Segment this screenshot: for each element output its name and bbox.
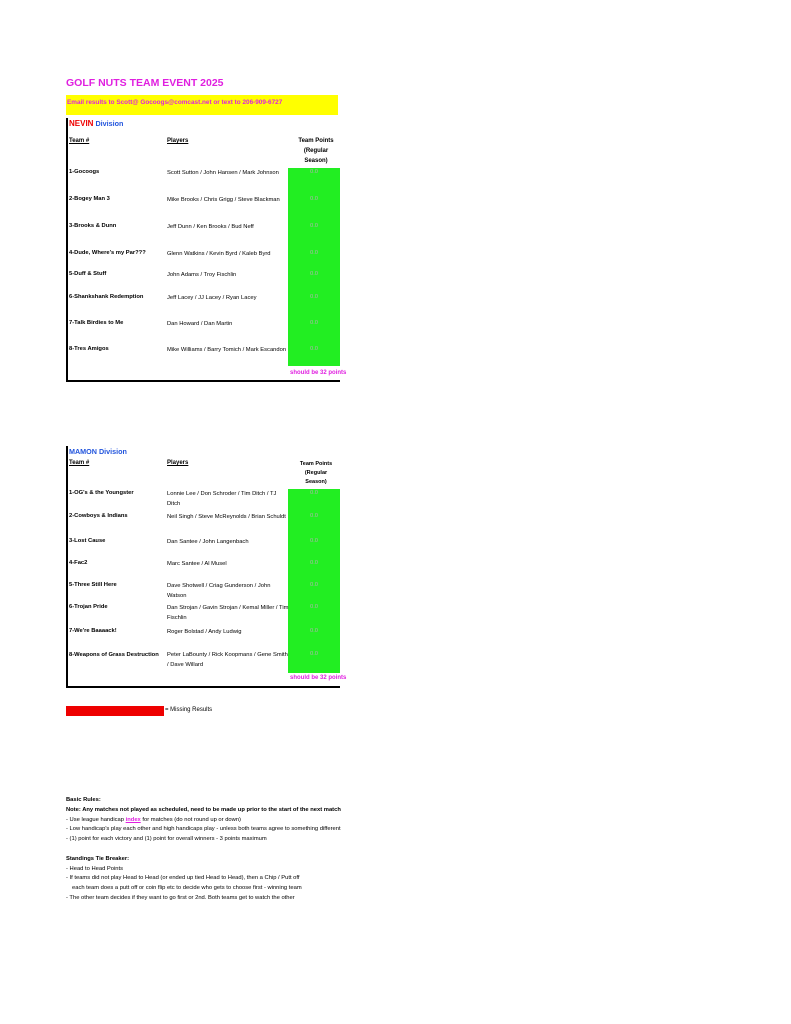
- team-players: John Adams / Troy Fischlin: [167, 272, 237, 278]
- team-players: Roger Bolstad / Andy Ludwig: [167, 629, 242, 635]
- table-row: [68, 560, 340, 570]
- team-points[interactable]: 0.0: [309, 250, 319, 256]
- tie-breaker-item: - The other team decides if they want to go first or 2nd. Both teams get to watch the other: [66, 894, 295, 901]
- table-row: [68, 490, 340, 507]
- table-row: [68, 346, 340, 356]
- missing-results-swatch: [66, 706, 164, 716]
- rules-heading: Basic Rules:: [66, 797, 101, 803]
- nevin-division-table: [66, 118, 347, 382]
- rule-text: for matches (do not round up or down): [140, 816, 241, 823]
- points-header-line: (Regular: [303, 148, 329, 154]
- table-row: [68, 604, 340, 621]
- tie-breaker-item: each team does a putt off or coin flip etc to decide who gets to choose first - winning team: [72, 885, 302, 892]
- team-players: Dave Shotwell / Criag Gunderson / John Watson: [167, 583, 271, 599]
- team-points[interactable]: 0.0: [309, 582, 319, 588]
- team-name: 2-Cowboys & Indians: [69, 513, 128, 519]
- team-name: 1-OG's & the Youngster: [69, 490, 134, 496]
- team-points[interactable]: 0.0: [309, 169, 319, 175]
- table-row: [68, 250, 340, 260]
- team-name: 4-Dude, Where's my Par???: [69, 250, 146, 256]
- page-title: GOLF NUTS TEAM EVENT 2025: [66, 77, 224, 89]
- rule-text: - Use league handicap: [66, 816, 126, 823]
- table-row: [68, 223, 340, 233]
- table-row: [68, 294, 340, 304]
- tie-breaker-item: - If teams did not play Head to Head (or ended up tied Head to Head), then a Chip / Putt off: [66, 875, 300, 882]
- should-be-note: should be 32 points: [290, 675, 347, 681]
- team-points[interactable]: 0.0: [309, 294, 319, 300]
- points-header-line: Team Points: [299, 461, 333, 467]
- rule-item: - (1) point for each victory and (1) point for overall winners - 3 points maximum: [66, 836, 267, 843]
- team-points[interactable]: 0.0: [309, 346, 319, 352]
- table-row: [68, 538, 340, 548]
- spacer: [66, 845, 338, 855]
- players-column-header: Players: [167, 460, 189, 466]
- team-players: Dan Strojan / Gavin Strojan / Kemal Miller / Tim Fischlin: [167, 605, 289, 621]
- team-name: 8-Tres Amigos: [69, 346, 109, 352]
- team-players: Neil Singh / Steve McReynolds / Brian Schuldt: [167, 514, 286, 520]
- team-players: Peter LaBounty / Rick Koopmans / Gene Smith / Dave Willard: [167, 652, 288, 668]
- team-points[interactable]: 0.0: [309, 490, 319, 496]
- mamon-division-title: MAMON Division: [69, 447, 127, 456]
- points-column-header: [290, 460, 342, 487]
- team-players: Marc Santee / Al Musel: [167, 561, 227, 567]
- table-row: [68, 513, 340, 523]
- points-header-line: Season): [304, 158, 328, 164]
- points-header-line: Season): [305, 479, 327, 485]
- team-players: Mike Williams / Barry Tomich / Mark Escandon: [167, 347, 287, 353]
- mamon-division-table: [66, 446, 347, 688]
- team-players: Jeff Dunn / Ken Brooks / Bud Neff: [167, 224, 254, 230]
- nevin-division-title: [69, 119, 123, 128]
- nevin-division-label: Division: [93, 119, 124, 128]
- team-points[interactable]: 0.0: [309, 320, 319, 326]
- table-row: [68, 169, 340, 179]
- table-row: [68, 628, 340, 638]
- team-name: 6-Trojan Pride: [69, 604, 108, 610]
- team-points[interactable]: 0.0: [309, 513, 319, 519]
- team-name: 1-Gocoogs: [69, 169, 100, 175]
- tie-breaker-item: - Head to Head Points: [66, 865, 124, 872]
- points-column-header: [290, 136, 342, 166]
- rule-item: - Low handicap's play each other and high handicaps play - unless both teams agree to something different: [66, 826, 341, 833]
- index-link[interactable]: index: [125, 816, 141, 823]
- team-name: 5-Duff & Stuff: [69, 271, 107, 277]
- team-players: Jeff Lacey / JJ Lacey / Ryan Lacey: [167, 295, 257, 301]
- team-players: Dan Santee / John Langenbach: [167, 539, 249, 545]
- team-name: 3-Brooks & Dunn: [69, 223, 117, 229]
- team-players: Dan Howard / Dan Martin: [167, 321, 233, 327]
- team-name: 2-Bogey Man 3: [69, 196, 110, 202]
- nevin-name: NEVIN: [69, 119, 94, 128]
- team-name: 4-Fac2: [69, 560, 88, 566]
- team-column-header: Team #: [69, 460, 90, 466]
- team-points[interactable]: 0.0: [309, 628, 319, 634]
- team-points[interactable]: 0.0: [309, 604, 319, 610]
- rules-section: [66, 796, 341, 904]
- tie-breaker-heading: Standings Tie Breaker:: [66, 855, 130, 862]
- team-name: 3-Lost Cause: [69, 538, 106, 544]
- players-column-header: Players: [167, 138, 189, 144]
- team-name: 6-Shankshank Redemption: [69, 294, 144, 300]
- rules-note: Note: Any matches not played as scheduled, need to be made up prior to the start of the next match: [66, 806, 341, 813]
- points-header-line: Team Points: [298, 138, 334, 144]
- email-note: Email results to Scott@ Gocoogs@comcast.net or text to 206-909-6727: [67, 99, 283, 106]
- team-name: 5-Three Still Here: [69, 582, 117, 588]
- team-points[interactable]: 0.0: [309, 223, 319, 229]
- team-players: Scott Sutton / John Hansen / Mark Johnson: [167, 170, 279, 176]
- team-points[interactable]: 0.0: [309, 196, 319, 202]
- should-be-note: should be 32 points: [290, 370, 347, 376]
- team-players: Mike Brooks / Chris Grigg / Steve Blackman: [167, 197, 280, 203]
- table-row: [68, 320, 340, 330]
- team-points[interactable]: 0.0: [309, 560, 319, 566]
- team-name: 7-Talk Birdies to Me: [69, 320, 124, 326]
- team-points[interactable]: 0.0: [309, 538, 319, 544]
- team-players: Glenn Watkins / Kevin Byrd / Kaleb Byrd: [167, 251, 271, 257]
- team-name: 8-Weapons of Grass Destruction: [69, 652, 159, 658]
- missing-results-legend: = Missing Results: [165, 707, 213, 713]
- team-name: 7-We're Baaaack!: [69, 628, 117, 634]
- table-row: [68, 651, 340, 668]
- rule-item: [66, 816, 338, 826]
- team-points[interactable]: 0.0: [309, 271, 319, 277]
- team-points[interactable]: 0.0: [309, 651, 319, 657]
- team-players: Lonnie Lee / Don Schroder / Tim Ditch / TJ Ditch: [167, 491, 277, 507]
- table-row: [68, 271, 340, 281]
- table-row: [68, 196, 340, 206]
- team-column-header: Team #: [69, 138, 90, 144]
- points-header-line: (Regular: [304, 470, 328, 476]
- table-row: [68, 582, 340, 599]
